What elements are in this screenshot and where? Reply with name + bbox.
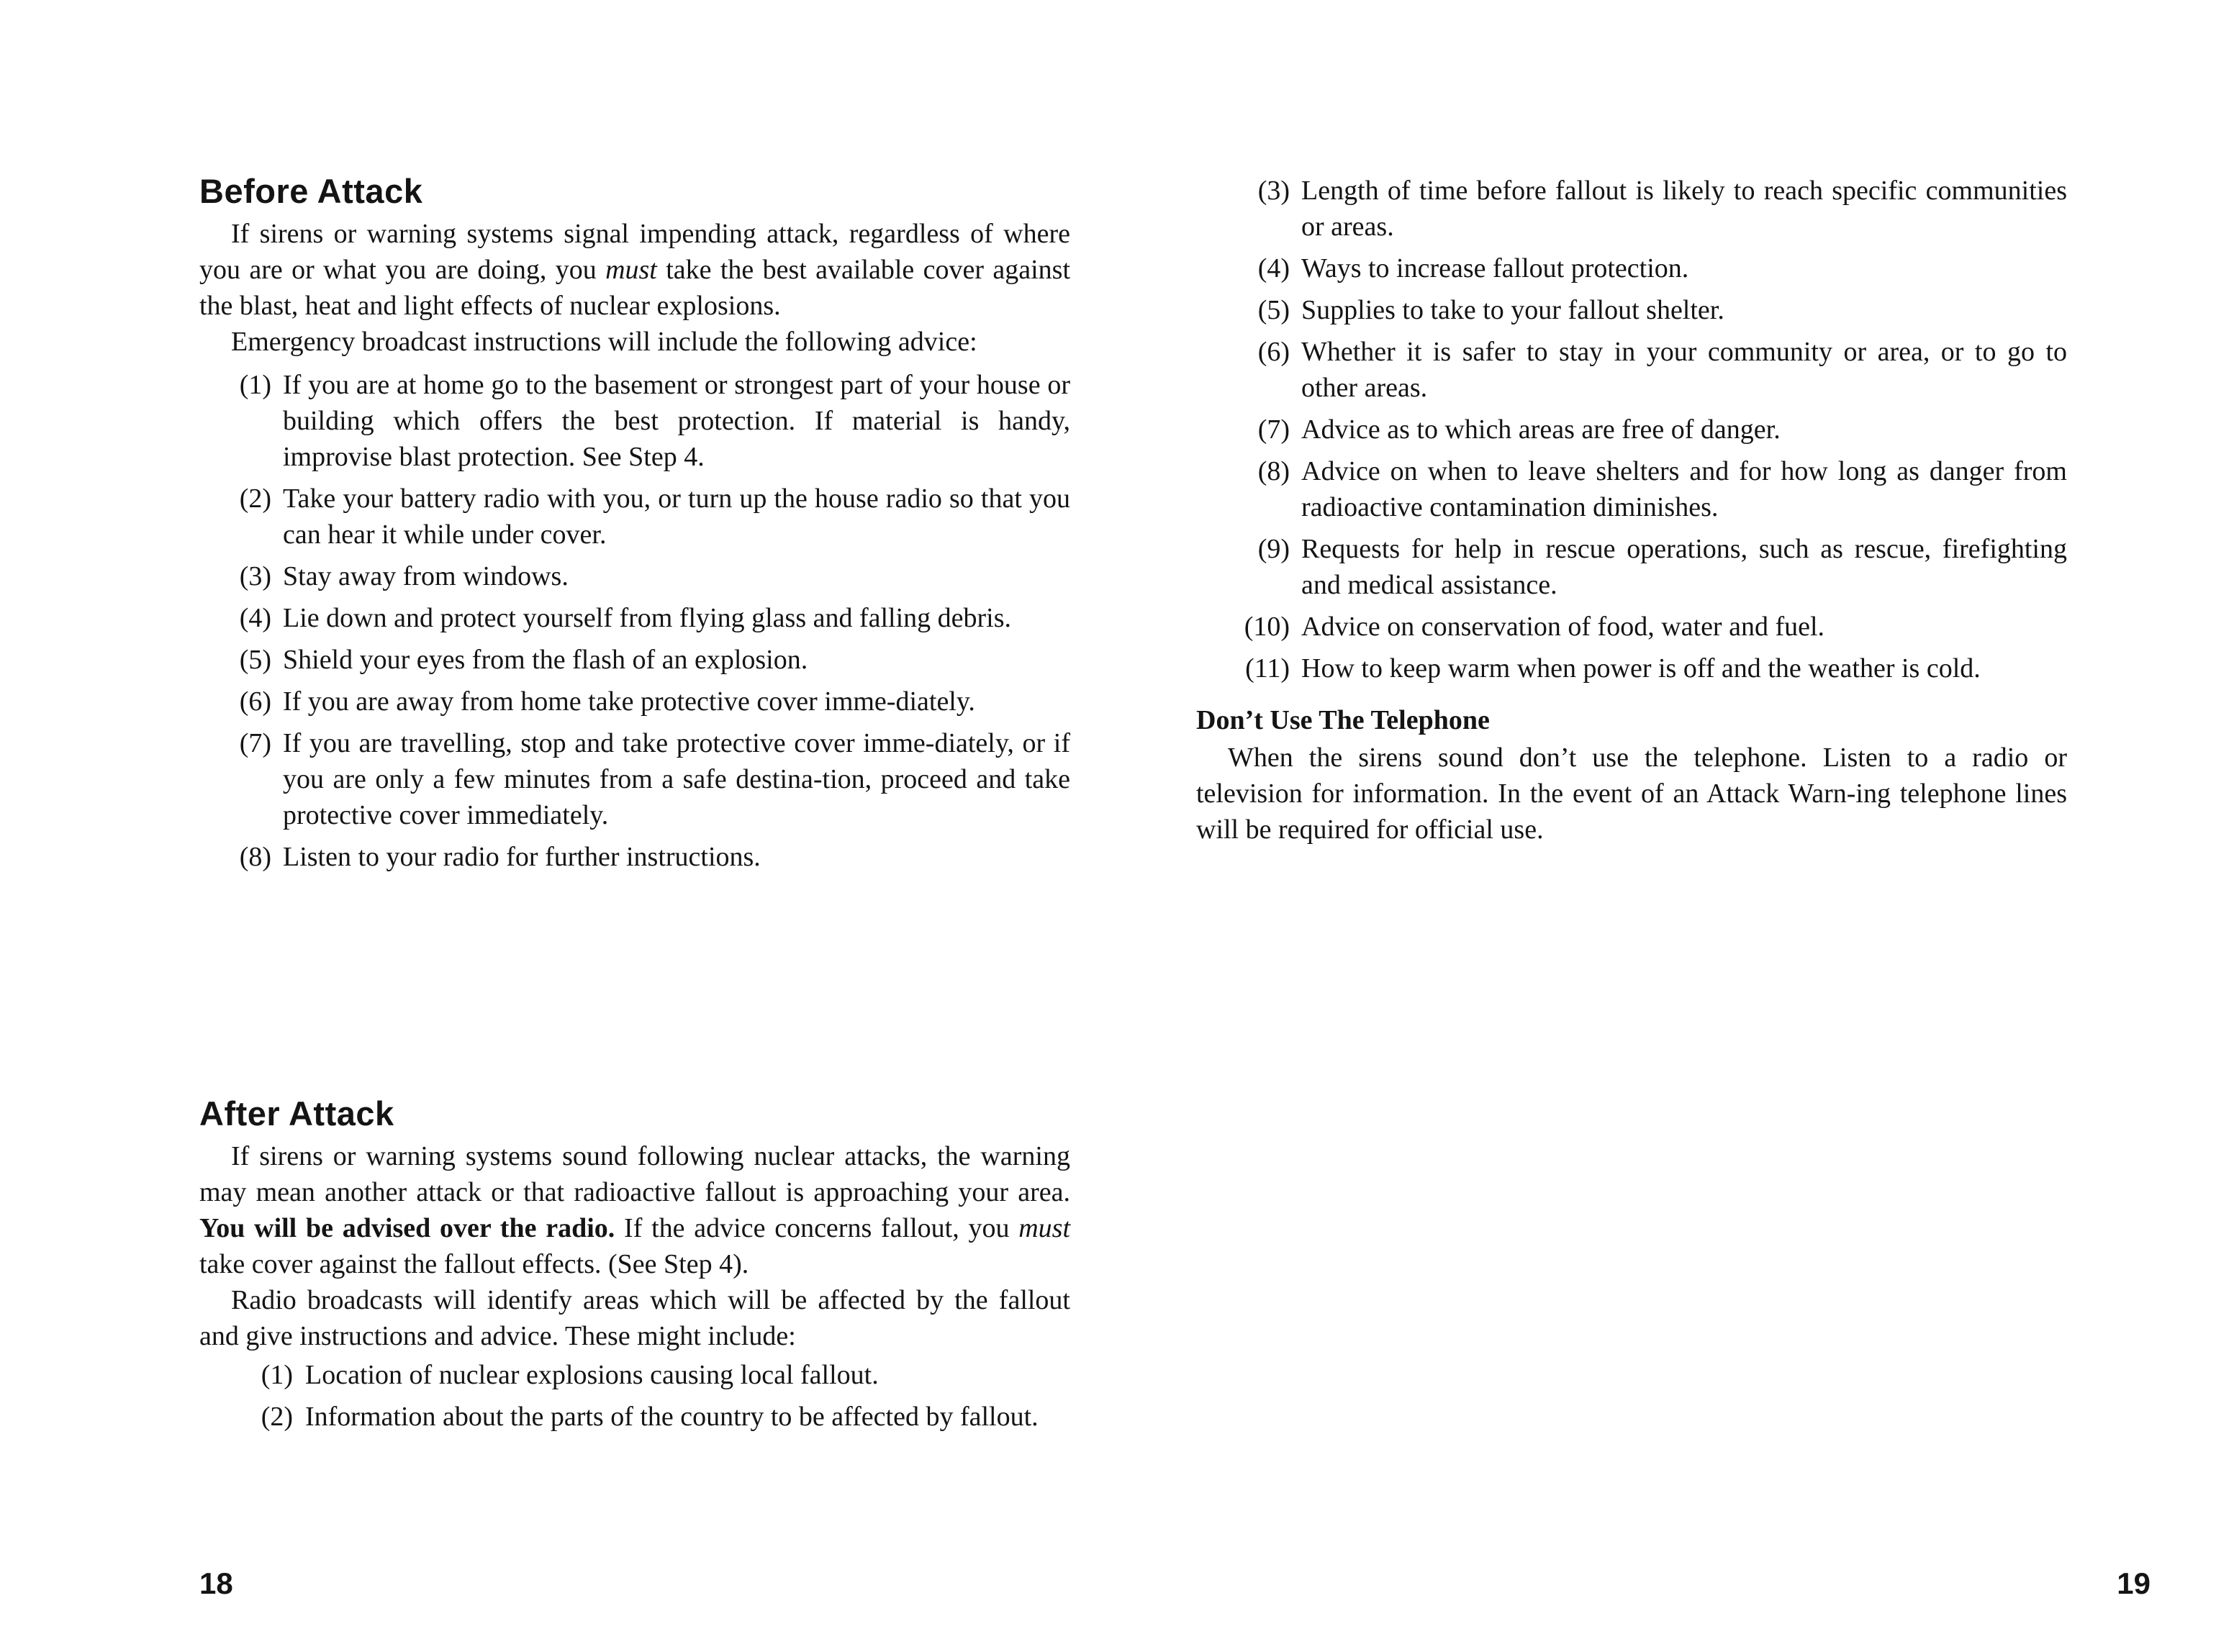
list-item: (1) If you are at home go to the basement or strongest part of your house or building which offers the best protection. If material is handy, improvise blast protection. See Step 4. [239, 370, 1070, 472]
after-attack-list [199, 1357, 1070, 1435]
list-item: (5) Shield your eyes from the flash of an explosion. [239, 645, 808, 675]
list-item: (9) Requests for help in rescue operations, such as rescue, firefighting and medical assistance. [1257, 534, 2067, 600]
list-item: (3) Length of time before fallout is likely to reach specific communities or areas. [1257, 176, 2067, 242]
list-item: (6) If you are away from home take protective cover imme-diately. [239, 686, 975, 717]
list-item: (8) Advice on when to leave shelters and for how long as danger from radioactive contamination diminishes. [1257, 456, 2067, 522]
list-item: (5) Supplies to take to your fallout shelter. [1257, 295, 1724, 325]
list-item: (4) Lie down and protect yourself from flying glass and falling debris. [239, 603, 1012, 633]
after-attack-section [199, 1094, 1070, 1440]
page-number: 19 [2117, 1566, 2151, 1600]
list-item: (8) Listen to your radio for further instructions. [239, 842, 761, 872]
list-item: (4) Ways to increase fallout protection. [1257, 253, 1689, 283]
after-attack-intro: If sirens or warning systems sound following nuclear attacks, the warning may mean another attack or that radioactive fallout is approaching your area. You will be advised over the radio. If the advice concerns fallout, you must take cover against the fallout effects. (See Step 4). [199, 1141, 1071, 1279]
list-item: (10) Advice on conservation of food, water and fuel. [1244, 612, 1825, 642]
before-attack-intro: If sirens or warning systems signal impending attack, regardless of where you are or what you are doing, you must take the best available cover against the blast, heat and light effects of nuclear explosions. [199, 219, 1070, 321]
left-column [199, 171, 1070, 881]
telephone-body: When the sirens sound don’t use the telephone. Listen to a radio or television for information. In the event of an Attack Warn-ing telephone lines will be required for official use. [1196, 743, 2067, 845]
telephone-heading: Don’t Use The Telephone [1196, 705, 1490, 735]
list-item: (7) If you are travelling, stop and take protective cover imme-diately, or if you are only a few minutes from a safe destina-tion, proceed and take protective cover immediately. [239, 728, 1070, 830]
after-attack-heading: After Attack [199, 1094, 394, 1133]
after-attack-broadcast-intro: Radio broadcasts will identify areas which will be affected by the fallout and give instructions and advice. These might include: [199, 1285, 1070, 1351]
right-page [1117, 0, 2234, 1652]
list-item: (11) How to keep warm when power is off and the weather is cold. [1245, 653, 1981, 684]
list-item: (6) Whether it is safer to stay in your community or area, or to go to other areas. [1257, 337, 2067, 403]
before-attack-list [199, 367, 1070, 875]
right-column [1196, 173, 2067, 848]
list-item: (2) Information about the parts of the country to be affected by fallout. [261, 1402, 1039, 1432]
list-item: (1) Location of nuclear explosions causing local fallout. [261, 1360, 879, 1390]
before-attack-heading: Before Attack [199, 172, 423, 210]
list-item: (7) Advice as to which areas are free of danger. [1257, 414, 1781, 445]
list-item: (3) Stay away from windows. [239, 561, 569, 591]
before-attack-advice-intro: Emergency broadcast instructions will include the following advice: [231, 327, 977, 357]
list-item: (2) Take your battery radio with you, or turn up the house radio so that you can hear it while under cover. [239, 484, 1070, 550]
broadcast-advice-list-continued [1196, 173, 2067, 686]
page-number: 18 [199, 1566, 233, 1600]
